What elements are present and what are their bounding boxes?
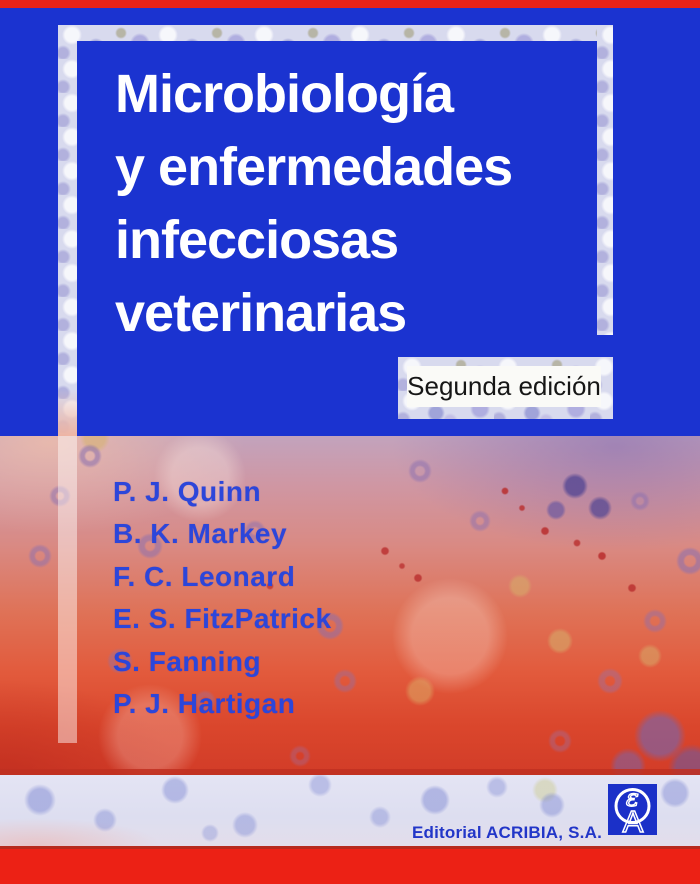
epsilon-icon: ε (626, 784, 639, 812)
red-bottom-bar (0, 846, 700, 884)
photo-border-left-fade (58, 390, 77, 436)
photo-border-left-lower (58, 436, 77, 743)
letter-a-icon: A (622, 804, 644, 835)
edition-label: Segunda edición (407, 366, 601, 407)
author-name-3: F. C. Leonard (113, 560, 296, 592)
publisher-logo (608, 784, 657, 835)
author-list (113, 471, 332, 725)
book-title (115, 58, 600, 350)
photo-border-left-strip (58, 25, 77, 436)
edition-box (398, 357, 613, 419)
histology-band (0, 436, 700, 775)
red-top-bar (0, 0, 700, 8)
photo-border-top-strip (58, 25, 613, 41)
author-name-1: P. J. Quinn (113, 476, 262, 507)
title-line-4: veterinarias (115, 283, 407, 343)
author-name-4: E. S. FitzPatrick (113, 603, 332, 635)
title-line-3: infecciosas (115, 210, 399, 270)
title-line-1: Microbiología (115, 64, 453, 124)
publisher-name: Editorial ACRIBIA, S.A. (411, 823, 602, 842)
title-line-2: y enfermedades (115, 137, 513, 197)
author-name-6: P. J. Hartigan (113, 688, 296, 720)
author-name-2: B. K. Markey (113, 518, 288, 550)
author-name-5: S. Fanning (113, 645, 262, 677)
